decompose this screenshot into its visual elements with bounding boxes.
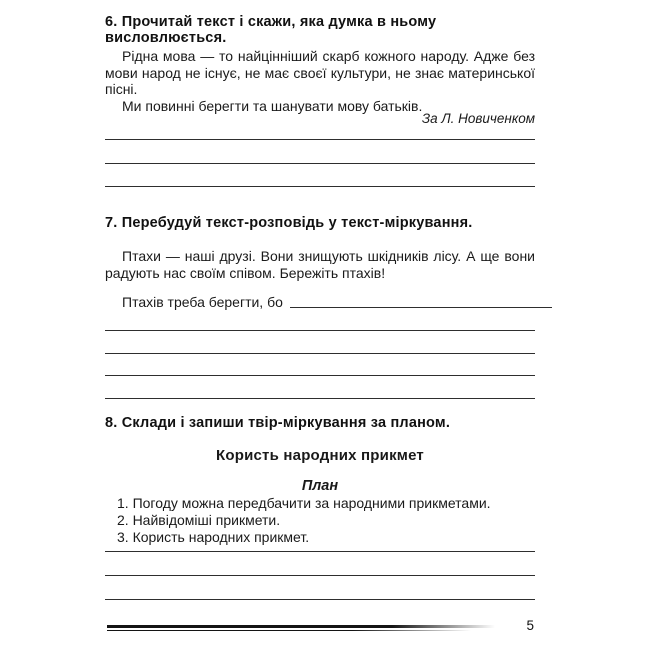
exercise7-text <box>105 248 535 281</box>
exercise8-answer-lines <box>105 551 535 600</box>
exercise6-paragraph-1: Рідна мова — то найцінніший скарб кожного народу. Адже без мови народ не існує, не має своєї культури, не знає материнської пісні. <box>105 48 535 97</box>
plan-item: 1. Погоду можна передбачити за народними прикметами. <box>117 495 491 511</box>
exercise7-prompt: Птахів треба берегти, бо <box>122 294 283 310</box>
exercise8-essay-title: Користь народних прикмет <box>216 447 424 464</box>
writing-line <box>105 353 535 354</box>
footer-rule-thick-bar <box>107 625 503 628</box>
page-number: 5 <box>526 618 534 633</box>
exercise6-text <box>105 48 535 114</box>
writing-line <box>105 163 535 164</box>
writing-line <box>105 575 535 576</box>
exercise8-plan-list <box>105 495 547 546</box>
exercise7-answer-lines <box>105 330 535 399</box>
footer-rule <box>107 625 503 631</box>
plan-item: 2. Найвідоміші прикмети. <box>117 512 281 528</box>
inline-blank-line <box>290 307 552 308</box>
writing-line <box>105 599 535 600</box>
exercise8-plan-label: План <box>301 478 339 494</box>
writing-line <box>105 375 535 376</box>
plan-item: 3. Користь народних прикмет. <box>117 529 310 545</box>
exercise6-heading: 6. Прочитай текст і скажи, яка думка в ньому висловлюється. <box>105 14 437 46</box>
exercise6-answer-lines <box>105 139 535 187</box>
exercise6-paragraph-2: Ми повинні берегти та шанувати мову батьків. <box>122 97 423 114</box>
writing-line <box>105 186 535 187</box>
exercise8-heading: 8. Склади і запиши твір-міркування за планом. <box>105 415 451 431</box>
exercise7-heading: 7. Перебудуй текст-розповідь у текст-міркування. <box>105 215 473 231</box>
exercise7-prompt-row <box>105 294 552 310</box>
writing-line <box>105 139 535 140</box>
writing-line <box>105 551 535 552</box>
exercise7-paragraph: Птахи — наші друзі. Вони знищують шкідників лісу. А ще вони радують нас своїм співом. Бережіть птахів! <box>105 248 535 281</box>
writing-line <box>105 330 535 331</box>
exercise6-attribution: За Л. Новиченком <box>421 111 535 126</box>
footer-rule-thin-bar <box>107 630 503 631</box>
writing-line <box>105 398 535 399</box>
